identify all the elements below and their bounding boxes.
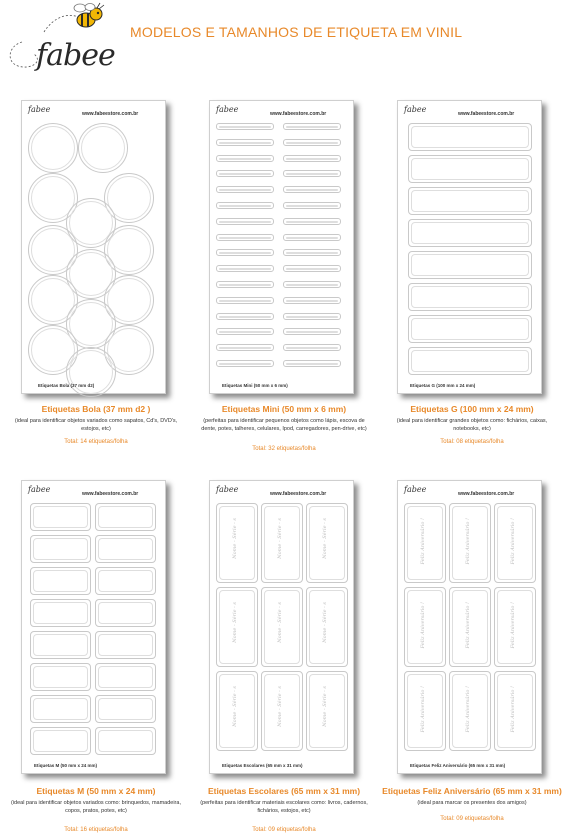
mini-label [216,186,274,193]
brand-logo-text: fabee [36,38,115,73]
sheet-logo: fabee [28,485,51,494]
mini-label [283,186,341,193]
product-description: (ideal para identificar objetos variados como: brinquedos, mamadeira, copos, pratos, potes, etc) [11,800,181,814]
label-script-text: Feliz Aniversário ! [510,602,516,649]
m-label [95,503,156,531]
mini-label [283,218,341,225]
product-title: Etiquetas Feliz Aniversário (65 mm x 31 mm) [382,786,562,796]
m-label [95,695,156,723]
product-description: (perfeitas para identificar materiais escolares como: livros, cadernos, fichários, estojos, etc) [200,800,368,814]
g-label [408,283,532,311]
label-script-text: Feliz Aniversário ! [510,686,516,733]
label-script-text: Feliz Aniversário ! [420,686,426,733]
bola-label [28,123,78,173]
mini-label [216,218,274,225]
m-label [30,535,91,563]
mini-label [283,249,341,256]
mini-label [283,313,341,320]
sheet-url: www.fabeestore.com.br [270,111,327,117]
g-label [408,155,532,183]
sheet-url: www.fabeestore.com.br [458,491,515,497]
escolares-label [261,587,303,667]
escolares-label [306,587,348,667]
mini-label [283,344,341,351]
mini-label [216,297,274,304]
aniversario-label [494,671,536,751]
m-label [95,535,156,563]
sheet-url: www.fabeestore.com.br [458,111,515,117]
label-script-text: Nome - Série - s [322,602,328,643]
mini-label [216,170,274,177]
product-description: (ideal para marcar os presentes dos amigos) [417,800,527,806]
sheet-caption: Etiquetas M (50 mm x 24 mm) [34,763,98,768]
aniversario-label [404,671,446,751]
mini-label [283,360,341,367]
product-total: Total: 09 etiquetas/folha [252,827,316,833]
label-sheet [21,480,166,774]
product-title: Etiquetas Escolares (65 mm x 31 mm) [207,786,361,796]
label-sheet [209,100,354,394]
sheet-logo: fabee [216,485,239,494]
mini-label [283,139,341,146]
bola-label [78,123,128,173]
escolares-label [261,503,303,583]
sheet-caption: Etiquetas Bola (37 mm d2) [38,383,95,388]
mini-label [283,155,341,162]
mini-label [216,281,274,288]
g-label [408,251,532,279]
aniversario-label [449,671,491,751]
mini-label [283,170,341,177]
label-script-text: Nome - Série - s [232,602,238,643]
product-total: Total: 32 etiquetas/folha [252,446,316,452]
escolares-label [306,503,348,583]
mini-label [216,249,274,256]
label-script-text: Nome - Série - s [322,686,328,727]
aniversario-label [494,587,536,667]
sheet-url: www.fabeestore.com.br [82,491,139,497]
mini-label [283,297,341,304]
m-label [95,727,156,755]
m-label [30,567,91,595]
bola-label [66,347,116,397]
sheet-caption: Etiquetas Feliz Aniversário (65 mm x 31 mm) [410,763,506,768]
sheet-logo: fabee [404,105,427,114]
product-description: (ideal para identificar objetos variados como sapatos, Cd's, DVD's, estojos, etc) [14,418,178,432]
m-label [95,631,156,659]
m-label [95,567,156,595]
mini-label [283,234,341,241]
mini-label [283,328,341,335]
label-script-text: Nome - Série - s [277,518,283,559]
product-description: (perfeitas para identificar pequenos objetos como lápis, escova de dente, potes, talheres, celulares, Ipod, carregadores, pen-drive, etc) [201,418,367,432]
m-label [30,631,91,659]
mini-label [216,344,274,351]
m-label [30,695,91,723]
sheet-logo: fabee [404,485,427,494]
m-label [30,663,91,691]
product-card-escolares [190,480,378,840]
product-total: Total: 08 etiquetas/folha [440,439,504,445]
m-label [95,663,156,691]
m-label [30,727,91,755]
g-label [408,187,532,215]
g-label [408,123,532,151]
sheet-caption: Etiquetas Mini (50 mm x 6 mm) [222,383,288,388]
label-script-text: Nome - Série - s [277,602,283,643]
product-title: Etiquetas M (50 mm x 24 mm) [36,786,156,796]
escolares-label [306,671,348,751]
label-script-text: Feliz Aniversário ! [465,518,471,565]
product-title: Etiquetas Bola (37 mm d2 ) [41,404,151,414]
mini-label [216,155,274,162]
sheet-caption: Etiquetas G (100 mm x 24 mm) [410,383,476,388]
page-title: MODELOS E TAMANHOS DE ETIQUETA EM VINIL [130,24,463,40]
escolares-label [216,587,258,667]
label-script-text: Feliz Aniversário ! [465,686,471,733]
sheet-logo: fabee [28,105,51,114]
label-script-text: Feliz Aniversário ! [420,602,426,649]
mini-label [216,360,274,367]
escolares-label [216,671,258,751]
label-sheet [21,100,166,394]
product-card-g [378,100,566,460]
label-script-text: Feliz Aniversário ! [510,518,516,565]
aniversario-label [404,503,446,583]
label-script-text: Feliz Aniversário ! [420,518,426,565]
escolares-label [216,503,258,583]
product-description: (ideal para identificar grandes objetos como: fichários, caixas, notebooks, etc) [396,418,548,432]
label-script-text: Nome - Série - s [232,518,238,559]
g-label [408,347,532,375]
mini-label [216,234,274,241]
aniversario-label [494,503,536,583]
product-total: Total: 09 etiquetas/folha [440,816,504,822]
mini-label [216,123,274,130]
sheet-caption: Etiquetas Escolares (65 mm x 31 mm) [222,763,303,768]
m-label [95,599,156,627]
label-script-text: Nome - Série - s [232,686,238,727]
product-card-mini [190,100,378,460]
product-total: Total: 16 etiquetas/folha [64,827,128,833]
label-sheet [209,480,354,774]
label-script-text: Nome - Série - s [277,686,283,727]
aniversario-label [449,587,491,667]
m-label [30,503,91,531]
mini-label [283,281,341,288]
product-title: Etiquetas Mini (50 mm x 6 mm) [221,404,347,414]
label-script-text: Feliz Aniversário ! [465,602,471,649]
mini-label [216,265,274,272]
g-label [408,219,532,247]
mini-label [216,139,274,146]
product-card-bola [2,100,190,460]
g-label [408,315,532,343]
aniversario-label [404,587,446,667]
mini-label [216,202,274,209]
label-script-text: Nome - Série - s [322,518,328,559]
escolares-label [261,671,303,751]
product-card-aniversario [378,480,566,840]
label-sheet [397,100,542,394]
product-total: Total: 14 etiquetas/folha [64,439,128,445]
label-sheet [397,480,542,774]
mini-label [283,123,341,130]
mini-label [283,265,341,272]
m-label [30,599,91,627]
product-title: Etiquetas G (100 mm x 24 mm) [410,404,534,414]
fabee-logo [4,2,114,72]
mini-label [283,202,341,209]
sheet-url: www.fabeestore.com.br [82,111,139,117]
sheet-logo: fabee [216,105,239,114]
product-card-m [2,480,190,840]
mini-label [216,328,274,335]
sheet-url: www.fabeestore.com.br [270,491,327,497]
aniversario-label [449,503,491,583]
mini-label [216,313,274,320]
